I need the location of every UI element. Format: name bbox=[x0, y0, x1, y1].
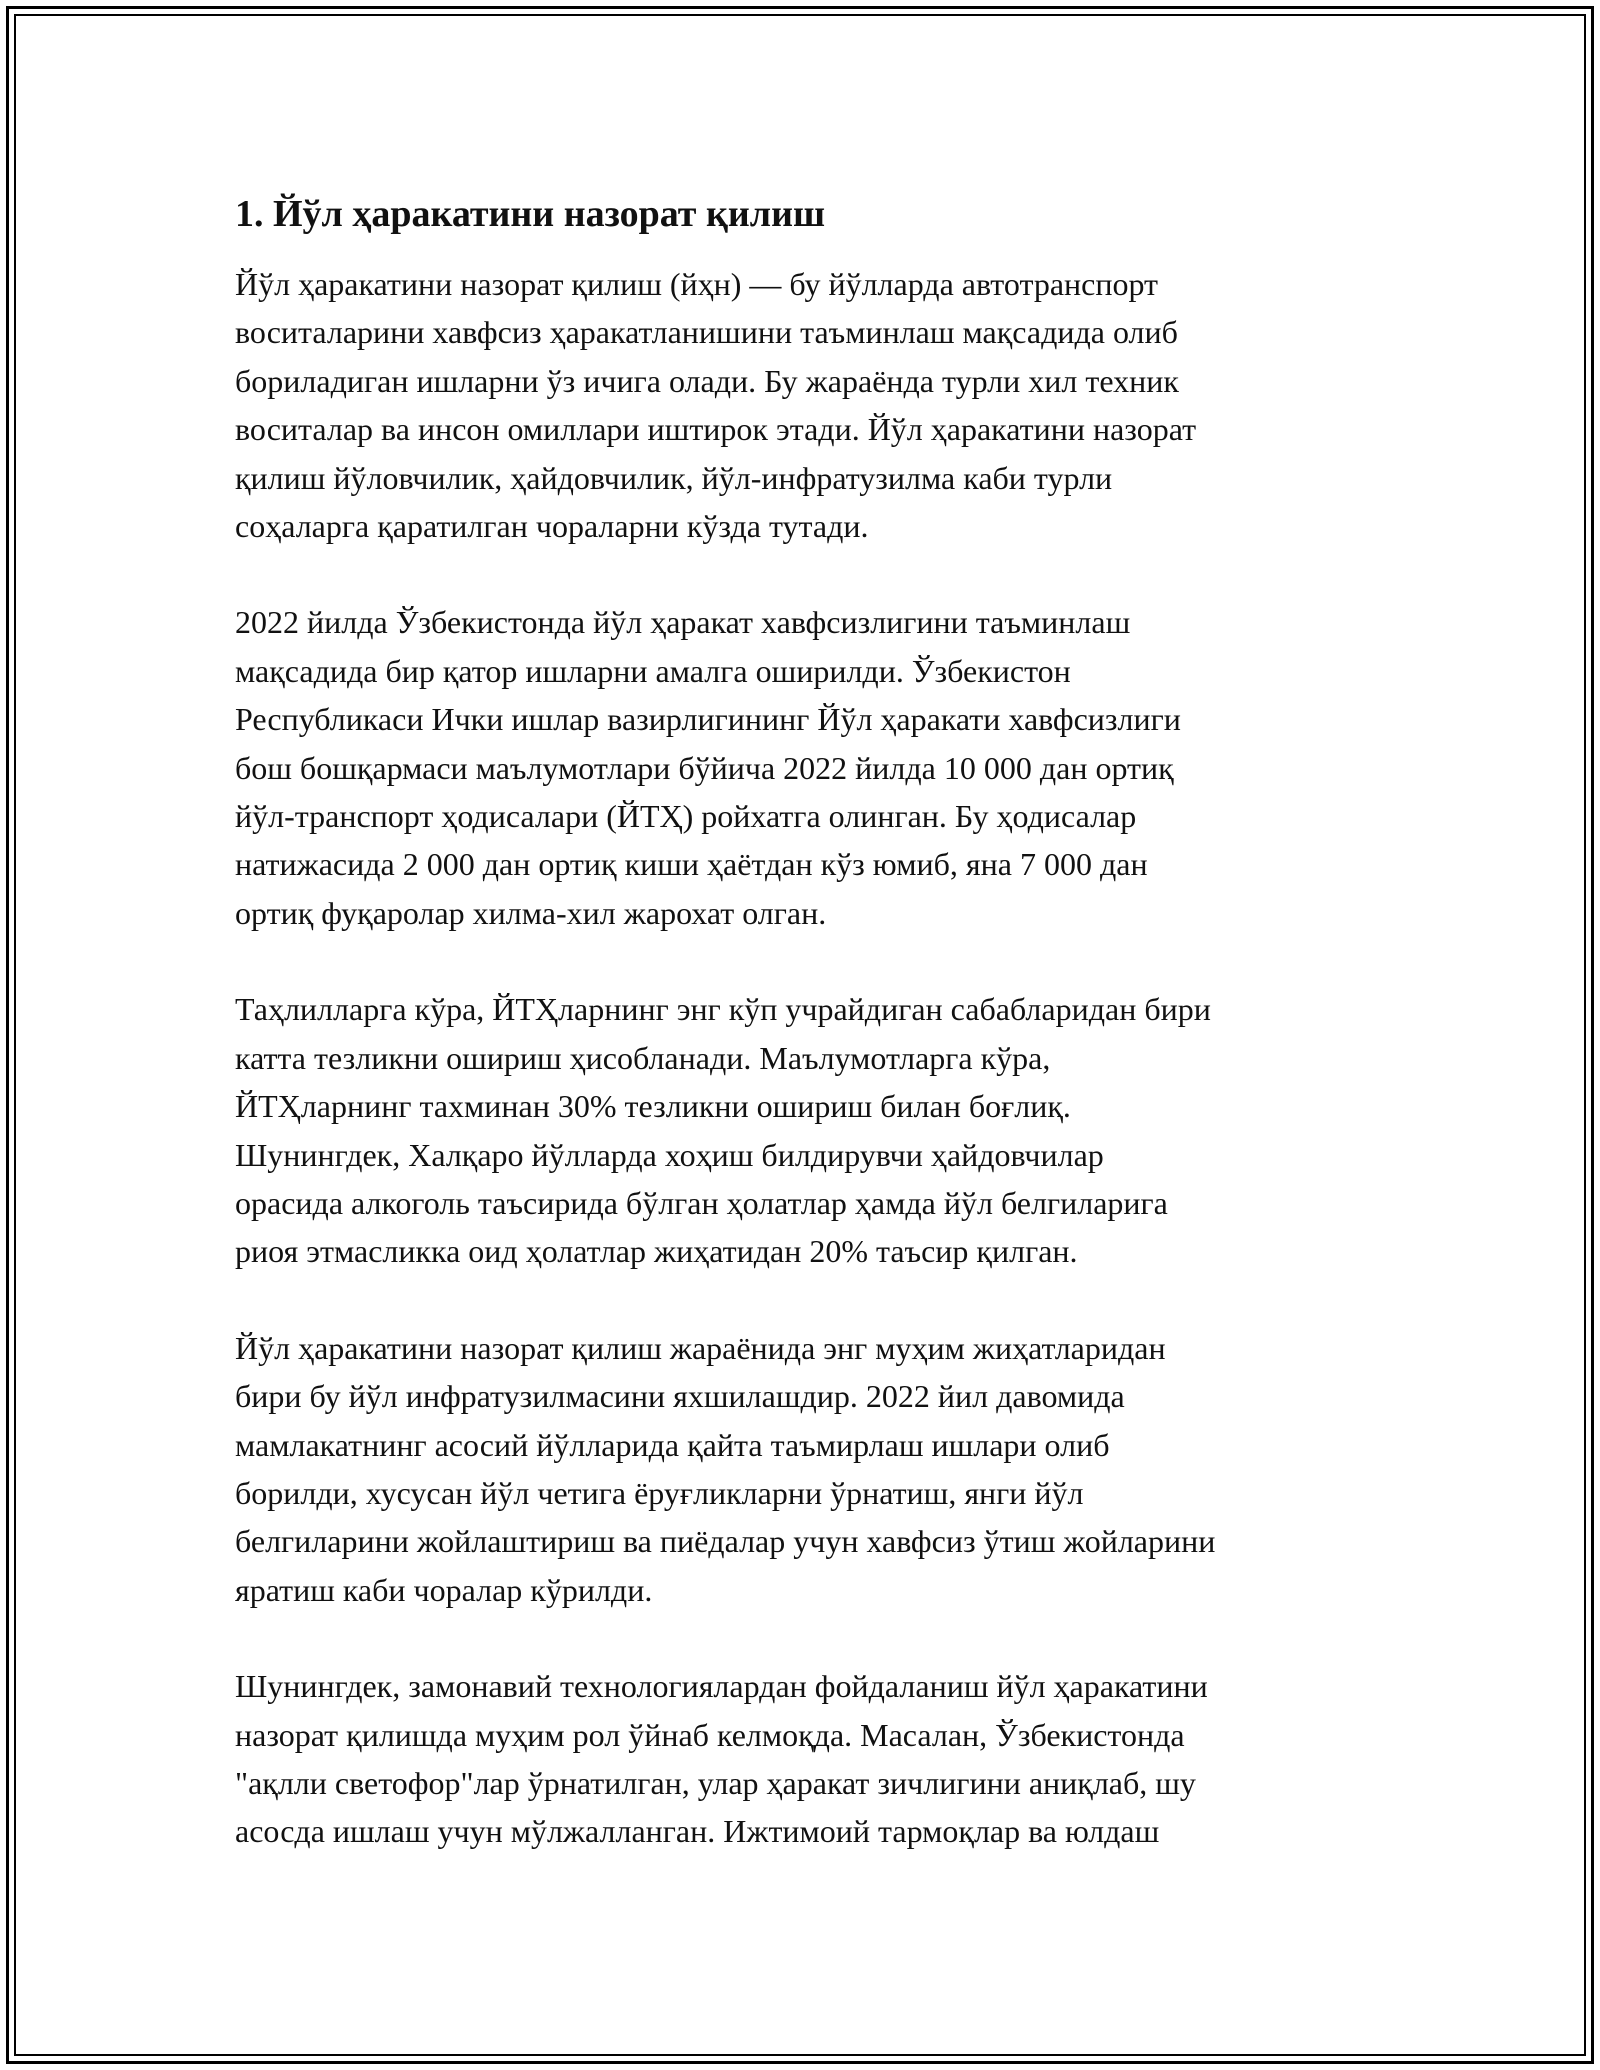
paragraph-line: "ақлли светофор"лар ўрнатилган, улар ҳаракат зичлигини аниқлаб, шу bbox=[235, 1764, 1196, 1801]
paragraph-3 bbox=[235, 985, 1385, 1275]
paragraph-1 bbox=[235, 260, 1385, 550]
paragraph-line: бош бошқармаси маълумотлари бўйича 2022 йилда 10 000 дан ортиқ bbox=[235, 749, 1174, 786]
section-heading: 1. Йўл ҳаракатини назорат қилиш bbox=[235, 193, 826, 235]
paragraph-line: асосда ишлаш учун мўлжалланган. Ижтимоий тармоқлар ва юлдаш bbox=[235, 1813, 1160, 1850]
paragraph-4 bbox=[235, 1324, 1385, 1614]
paragraph-line: Шунингдек, замонавий технологиялардан фойдаланиш йўл ҳаракатини bbox=[235, 1668, 1208, 1705]
paragraph-line: воситаларини хавфсиз ҳаракатланишини таъминлаш мақсадида олиб bbox=[235, 314, 1178, 351]
paragraph-line: ортиқ фуқаролар хилма-хил жарохат олган. bbox=[235, 894, 827, 931]
paragraph-line: Йўл ҳаракатини назорат қилиш (йҳн) — бу йўлларда автотранспорт bbox=[235, 266, 1159, 302]
paragraph-line: риоя этмасликка оид ҳолатлар жиҳатидан 20% таъсир қилган. bbox=[235, 1233, 1078, 1270]
paragraph-line: бориладиган ишларни ўз ичига олади. Бу жараёнда турли хил техник bbox=[235, 362, 1179, 399]
paragraph-line: бири бу йўл инфратузилмасини яхшилашдир. 2022 йил давомида bbox=[235, 1378, 1125, 1415]
paragraph-line: Таҳлилларга кўра, ЙТҲларнинг энг кўп учрайдиган сабабларидан бири bbox=[235, 991, 1211, 1028]
paragraph-line: катта тезликни ошириш ҳисобланади. Маълумотларга кўра, bbox=[235, 1039, 1051, 1076]
paragraph-line: орасида алкоголь таъсирида бўлган ҳолатлар ҳамда йўл белгиларига bbox=[235, 1184, 1168, 1221]
paragraph-5 bbox=[235, 1662, 1385, 1856]
paragraph-2 bbox=[235, 598, 1385, 937]
paragraph-line: натижасида 2 000 дан ортиқ киши ҳаётдан кўз юмиб, яна 7 000 дан bbox=[235, 846, 1148, 883]
paragraph-line: борилди, хусусан йўл четига ёруғликларни ўрнатиш, янги йўл bbox=[235, 1474, 1084, 1511]
paragraph-line: йўл-транспорт ҳодисалари (ЙТҲ) ройхатга олинган. Бу ҳодисалар bbox=[235, 798, 1137, 835]
paragraph-line: яратиш каби чоралар кўрилди. bbox=[235, 1571, 653, 1608]
paragraph-line: воситалар ва инсон омиллари иштирок этади. Йўл ҳаракатини назорат bbox=[235, 411, 1197, 448]
paragraph-line: Йўл ҳаракатини назорат қилиш жараёнида энг муҳим жиҳатларидан bbox=[235, 1329, 1166, 1366]
paragraph-line: мақсадида бир қатор ишларни амалга оширилди. Ўзбекистон bbox=[235, 652, 1071, 689]
paragraph-line: мамлакатнинг асосий йўлларида қайта таъмирлаш ишлари олиб bbox=[235, 1426, 1110, 1463]
paragraph-line: соҳаларга қаратилган чораларни кўзда тутади. bbox=[235, 508, 869, 545]
paragraph-line: белгиларини жойлаштириш ва пиёдалар учун хавфсиз ўтиш жойларини bbox=[235, 1523, 1216, 1560]
paragraph-line: Шунингдек, Халқаро йўлларда хоҳиш билдирувчи ҳайдовчилар bbox=[235, 1136, 1104, 1173]
paragraph-line: қилиш йўловчилик, ҳайдовчилик, йўл-инфратузилма каби турли bbox=[235, 459, 1113, 496]
paragraph-line: Республикаси Ички ишлар вазирлигининг Йўл ҳаракати хавфсизлиги bbox=[235, 701, 1181, 738]
paragraph-line: назорат қилишда муҳим рол ўйнаб келмоқда. Масалан, Ўзбекистонда bbox=[235, 1716, 1185, 1753]
paragraph-line: ЙТҲларнинг тахминан 30% тезликни ошириш билан боғлиқ. bbox=[235, 1088, 1071, 1125]
paragraph-line: 2022 йилда Ўзбекистонда йўл ҳаракат хавфсизлигини таъминлаш bbox=[235, 604, 1131, 641]
document-page bbox=[235, 188, 1385, 1904]
